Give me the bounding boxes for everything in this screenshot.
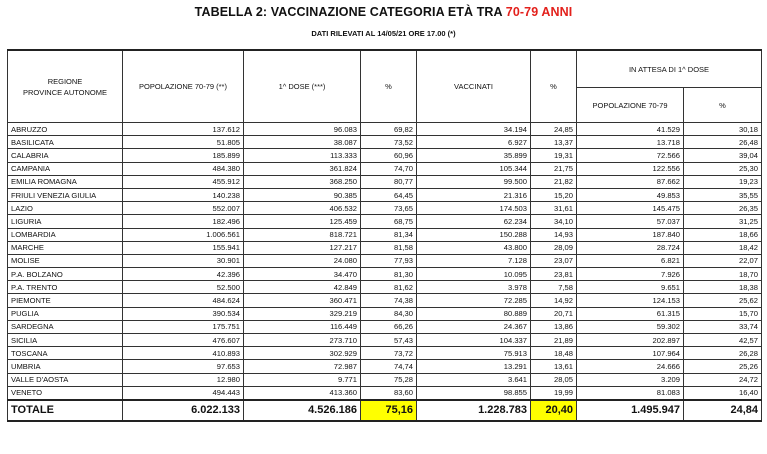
first-dose-pct: 81,34 xyxy=(361,228,417,241)
table-row xyxy=(8,347,762,360)
vaccinated-pct: 13,61 xyxy=(531,360,577,373)
waiting-pct: 26,48 xyxy=(684,136,762,149)
vaccinated: 35.899 xyxy=(417,149,531,162)
header-pct-vaccinated: % xyxy=(531,50,577,123)
waiting-population: 145.475 xyxy=(577,202,684,215)
total-population-70-79: 6.022.133 xyxy=(123,400,244,421)
region-name: EMILIA ROMAGNA xyxy=(8,175,123,188)
region-name: VALLE D'AOSTA xyxy=(8,373,123,386)
first-dose: 127.217 xyxy=(244,241,361,254)
first-dose-pct: 73,65 xyxy=(361,202,417,215)
table-row xyxy=(8,162,762,175)
population-70-79: 51.805 xyxy=(123,136,244,149)
vaccinated: 99.500 xyxy=(417,175,531,188)
waiting-population: 28.724 xyxy=(577,241,684,254)
table-row xyxy=(8,281,762,294)
vaccinated: 75.913 xyxy=(417,347,531,360)
first-dose-pct: 57,43 xyxy=(361,334,417,347)
vaccinated: 72.285 xyxy=(417,294,531,307)
vaccinated-pct: 21,82 xyxy=(531,175,577,188)
waiting-pct: 18,42 xyxy=(684,241,762,254)
first-dose: 818.721 xyxy=(244,228,361,241)
first-dose: 273.710 xyxy=(244,334,361,347)
region-name: TOSCANA xyxy=(8,347,123,360)
vaccinated: 3.641 xyxy=(417,373,531,386)
table-row xyxy=(8,373,762,386)
vaccinated: 6.927 xyxy=(417,136,531,149)
vaccinated: 13.291 xyxy=(417,360,531,373)
vaccinated-pct: 21,75 xyxy=(531,162,577,175)
population-70-79: 410.893 xyxy=(123,347,244,360)
total-first-dose-pct: 75,16 xyxy=(361,400,417,421)
vaccinated: 43.800 xyxy=(417,241,531,254)
region-name: CAMPANIA xyxy=(8,162,123,175)
vaccinated-pct: 14,93 xyxy=(531,228,577,241)
vaccinated: 3.978 xyxy=(417,281,531,294)
vaccinated-pct: 28,09 xyxy=(531,241,577,254)
header-pct-first-dose: % xyxy=(361,50,417,123)
region-name: LOMBARDIA xyxy=(8,228,123,241)
first-dose-pct: 83,60 xyxy=(361,386,417,400)
waiting-pct: 25,26 xyxy=(684,360,762,373)
vaccinated: 21.316 xyxy=(417,188,531,201)
vaccinated-pct: 18,48 xyxy=(531,347,577,360)
first-dose-pct: 66,26 xyxy=(361,320,417,333)
waiting-pct: 25,30 xyxy=(684,162,762,175)
region-name: MOLISE xyxy=(8,254,123,267)
vaccinated-pct: 14,92 xyxy=(531,294,577,307)
first-dose-pct: 68,75 xyxy=(361,215,417,228)
first-dose: 329.219 xyxy=(244,307,361,320)
region-name: LIGURIA xyxy=(8,215,123,228)
region-name: P.A. TRENTO xyxy=(8,281,123,294)
first-dose: 42.849 xyxy=(244,281,361,294)
first-dose: 368.250 xyxy=(244,175,361,188)
population-70-79: 140.238 xyxy=(123,188,244,201)
table-row xyxy=(8,268,762,281)
waiting-population: 72.566 xyxy=(577,149,684,162)
population-70-79: 390.534 xyxy=(123,307,244,320)
table-row xyxy=(8,294,762,307)
waiting-population: 61.315 xyxy=(577,307,684,320)
first-dose-pct: 74,70 xyxy=(361,162,417,175)
population-70-79: 185.899 xyxy=(123,149,244,162)
population-70-79: 552.007 xyxy=(123,202,244,215)
total-waiting-population: 1.495.947 xyxy=(577,400,684,421)
first-dose-pct: 74,74 xyxy=(361,360,417,373)
table-row xyxy=(8,254,762,267)
population-70-79: 97.653 xyxy=(123,360,244,373)
region-name: UMBRIA xyxy=(8,360,123,373)
waiting-population: 13.718 xyxy=(577,136,684,149)
population-70-79: 175.751 xyxy=(123,320,244,333)
first-dose-pct: 80,77 xyxy=(361,175,417,188)
first-dose-pct: 64,45 xyxy=(361,188,417,201)
first-dose: 116.449 xyxy=(244,320,361,333)
vaccinated: 104.337 xyxy=(417,334,531,347)
first-dose-pct: 81,30 xyxy=(361,268,417,281)
vaccinated: 80.889 xyxy=(417,307,531,320)
first-dose-pct: 84,30 xyxy=(361,307,417,320)
vaccination-table xyxy=(7,49,762,422)
table-row xyxy=(8,320,762,333)
vaccinated-pct: 23,81 xyxy=(531,268,577,281)
waiting-population: 87.662 xyxy=(577,175,684,188)
first-dose: 34.470 xyxy=(244,268,361,281)
population-70-79: 484.380 xyxy=(123,162,244,175)
waiting-population: 9.651 xyxy=(577,281,684,294)
page-title xyxy=(0,5,767,19)
table-row xyxy=(8,123,762,136)
vaccinated-pct: 7,58 xyxy=(531,281,577,294)
first-dose: 361.824 xyxy=(244,162,361,175)
table-row xyxy=(8,149,762,162)
header-population: POPOLAZIONE 70-79 (**) xyxy=(123,50,244,123)
title-highlight: 70-79 ANNI xyxy=(505,5,573,19)
first-dose-pct: 81,62 xyxy=(361,281,417,294)
population-70-79: 52.500 xyxy=(123,281,244,294)
first-dose: 9.771 xyxy=(244,373,361,386)
population-70-79: 137.612 xyxy=(123,123,244,136)
waiting-pct: 19,23 xyxy=(684,175,762,188)
total-row xyxy=(8,400,762,421)
waiting-pct: 42,57 xyxy=(684,334,762,347)
table-row xyxy=(8,136,762,149)
first-dose: 96.083 xyxy=(244,123,361,136)
region-name: MARCHE xyxy=(8,241,123,254)
total-first-dose: 4.526.186 xyxy=(244,400,361,421)
vaccinated-pct: 21,89 xyxy=(531,334,577,347)
first-dose: 360.471 xyxy=(244,294,361,307)
first-dose: 406.532 xyxy=(244,202,361,215)
waiting-pct: 22,07 xyxy=(684,254,762,267)
header-waiting-pct: % xyxy=(684,88,762,123)
total-waiting-pct: 24,84 xyxy=(684,400,762,421)
region-name: BASILICATA xyxy=(8,136,123,149)
header-first-dose: 1^ DOSE (***) xyxy=(244,50,361,123)
header-vaccinated: VACCINATI xyxy=(417,50,531,123)
table-row xyxy=(8,241,762,254)
population-70-79: 476.607 xyxy=(123,334,244,347)
first-dose: 302.929 xyxy=(244,347,361,360)
waiting-population: 49.853 xyxy=(577,188,684,201)
waiting-population: 7.926 xyxy=(577,268,684,281)
first-dose: 125.459 xyxy=(244,215,361,228)
waiting-population: 3.209 xyxy=(577,373,684,386)
waiting-pct: 15,70 xyxy=(684,307,762,320)
waiting-pct: 26,28 xyxy=(684,347,762,360)
waiting-pct: 31,25 xyxy=(684,215,762,228)
vaccinated: 105.344 xyxy=(417,162,531,175)
first-dose-pct: 74,38 xyxy=(361,294,417,307)
table-row xyxy=(8,228,762,241)
first-dose: 24.080 xyxy=(244,254,361,267)
header-region: REGIONE PROVINCE AUTONOME xyxy=(8,50,123,123)
title-prefix: TABELLA 2: VACCINAZIONE CATEGORIA ETÀ TRA xyxy=(194,5,506,19)
first-dose-pct: 73,52 xyxy=(361,136,417,149)
page-subtitle: DATI RILEVATI AL 14/05/21 ORE 17.00 (*) xyxy=(311,29,456,38)
first-dose: 90.385 xyxy=(244,188,361,201)
table-row xyxy=(8,307,762,320)
first-dose: 113.333 xyxy=(244,149,361,162)
population-70-79: 1.006.561 xyxy=(123,228,244,241)
waiting-pct: 26,35 xyxy=(684,202,762,215)
region-name: PUGLIA xyxy=(8,307,123,320)
waiting-pct: 18,38 xyxy=(684,281,762,294)
table-row xyxy=(8,215,762,228)
table-row xyxy=(8,202,762,215)
total-vaccinated: 1.228.783 xyxy=(417,400,531,421)
header-waiting-population: POPOLAZIONE 70-79 xyxy=(577,88,684,123)
population-70-79: 484.624 xyxy=(123,294,244,307)
region-name: ABRUZZO xyxy=(8,123,123,136)
waiting-population: 81.083 xyxy=(577,386,684,400)
population-70-79: 42.396 xyxy=(123,268,244,281)
first-dose-pct: 75,28 xyxy=(361,373,417,386)
waiting-pct: 35,55 xyxy=(684,188,762,201)
vaccinated-pct: 13,37 xyxy=(531,136,577,149)
population-70-79: 30.901 xyxy=(123,254,244,267)
region-name: SICILIA xyxy=(8,334,123,347)
vaccinated: 174.503 xyxy=(417,202,531,215)
vaccinated: 150.288 xyxy=(417,228,531,241)
waiting-pct: 33,74 xyxy=(684,320,762,333)
vaccinated: 98.855 xyxy=(417,386,531,400)
vaccinated-pct: 13,86 xyxy=(531,320,577,333)
first-dose-pct: 81,58 xyxy=(361,241,417,254)
table-row xyxy=(8,360,762,373)
region-name: FRIULI VENEZIA GIULIA xyxy=(8,188,123,201)
table-row xyxy=(8,386,762,400)
table-row xyxy=(8,334,762,347)
population-70-79: 155.941 xyxy=(123,241,244,254)
waiting-pct: 18,66 xyxy=(684,228,762,241)
population-70-79: 182.496 xyxy=(123,215,244,228)
region-name: LAZIO xyxy=(8,202,123,215)
vaccinated: 62.234 xyxy=(417,215,531,228)
first-dose-pct: 73,72 xyxy=(361,347,417,360)
total-vaccinated-pct: 20,40 xyxy=(531,400,577,421)
waiting-pct: 30,18 xyxy=(684,123,762,136)
population-70-79: 455.912 xyxy=(123,175,244,188)
waiting-population: 187.840 xyxy=(577,228,684,241)
first-dose-pct: 77,93 xyxy=(361,254,417,267)
vaccinated-pct: 28,05 xyxy=(531,373,577,386)
first-dose: 413.360 xyxy=(244,386,361,400)
population-70-79: 494.443 xyxy=(123,386,244,400)
vaccinated-pct: 24,85 xyxy=(531,123,577,136)
table-row xyxy=(8,175,762,188)
waiting-population: 122.556 xyxy=(577,162,684,175)
vaccinated-pct: 19,31 xyxy=(531,149,577,162)
waiting-pct: 24,72 xyxy=(684,373,762,386)
vaccinated-pct: 15,20 xyxy=(531,188,577,201)
population-70-79: 12.980 xyxy=(123,373,244,386)
region-name: P.A. BOLZANO xyxy=(8,268,123,281)
waiting-population: 59.302 xyxy=(577,320,684,333)
vaccinated: 10.095 xyxy=(417,268,531,281)
waiting-pct: 16,40 xyxy=(684,386,762,400)
waiting-population: 107.964 xyxy=(577,347,684,360)
waiting-pct: 25,62 xyxy=(684,294,762,307)
first-dose-pct: 60,96 xyxy=(361,149,417,162)
table-body xyxy=(8,123,762,421)
vaccinated-pct: 31,61 xyxy=(531,202,577,215)
header-waiting-group: IN ATTESA DI 1^ DOSE xyxy=(577,50,762,88)
first-dose: 72.987 xyxy=(244,360,361,373)
region-name: CALABRIA xyxy=(8,149,123,162)
vaccinated: 24.367 xyxy=(417,320,531,333)
vaccinated-pct: 34,10 xyxy=(531,215,577,228)
vaccinated-pct: 19,99 xyxy=(531,386,577,400)
waiting-pct: 39,04 xyxy=(684,149,762,162)
waiting-population: 57.037 xyxy=(577,215,684,228)
first-dose: 38.087 xyxy=(244,136,361,149)
vaccinated: 7.128 xyxy=(417,254,531,267)
vaccinated-pct: 23,07 xyxy=(531,254,577,267)
region-name: SARDEGNA xyxy=(8,320,123,333)
region-name: PIEMONTE xyxy=(8,294,123,307)
waiting-population: 124.153 xyxy=(577,294,684,307)
waiting-population: 6.821 xyxy=(577,254,684,267)
first-dose-pct: 69,82 xyxy=(361,123,417,136)
vaccinated-pct: 20,71 xyxy=(531,307,577,320)
total-region-name: TOTALE xyxy=(8,400,123,421)
waiting-population: 202.897 xyxy=(577,334,684,347)
waiting-pct: 18,70 xyxy=(684,268,762,281)
waiting-population: 24.666 xyxy=(577,360,684,373)
vaccinated: 34.194 xyxy=(417,123,531,136)
region-name: VENETO xyxy=(8,386,123,400)
table-row xyxy=(8,188,762,201)
waiting-population: 41.529 xyxy=(577,123,684,136)
